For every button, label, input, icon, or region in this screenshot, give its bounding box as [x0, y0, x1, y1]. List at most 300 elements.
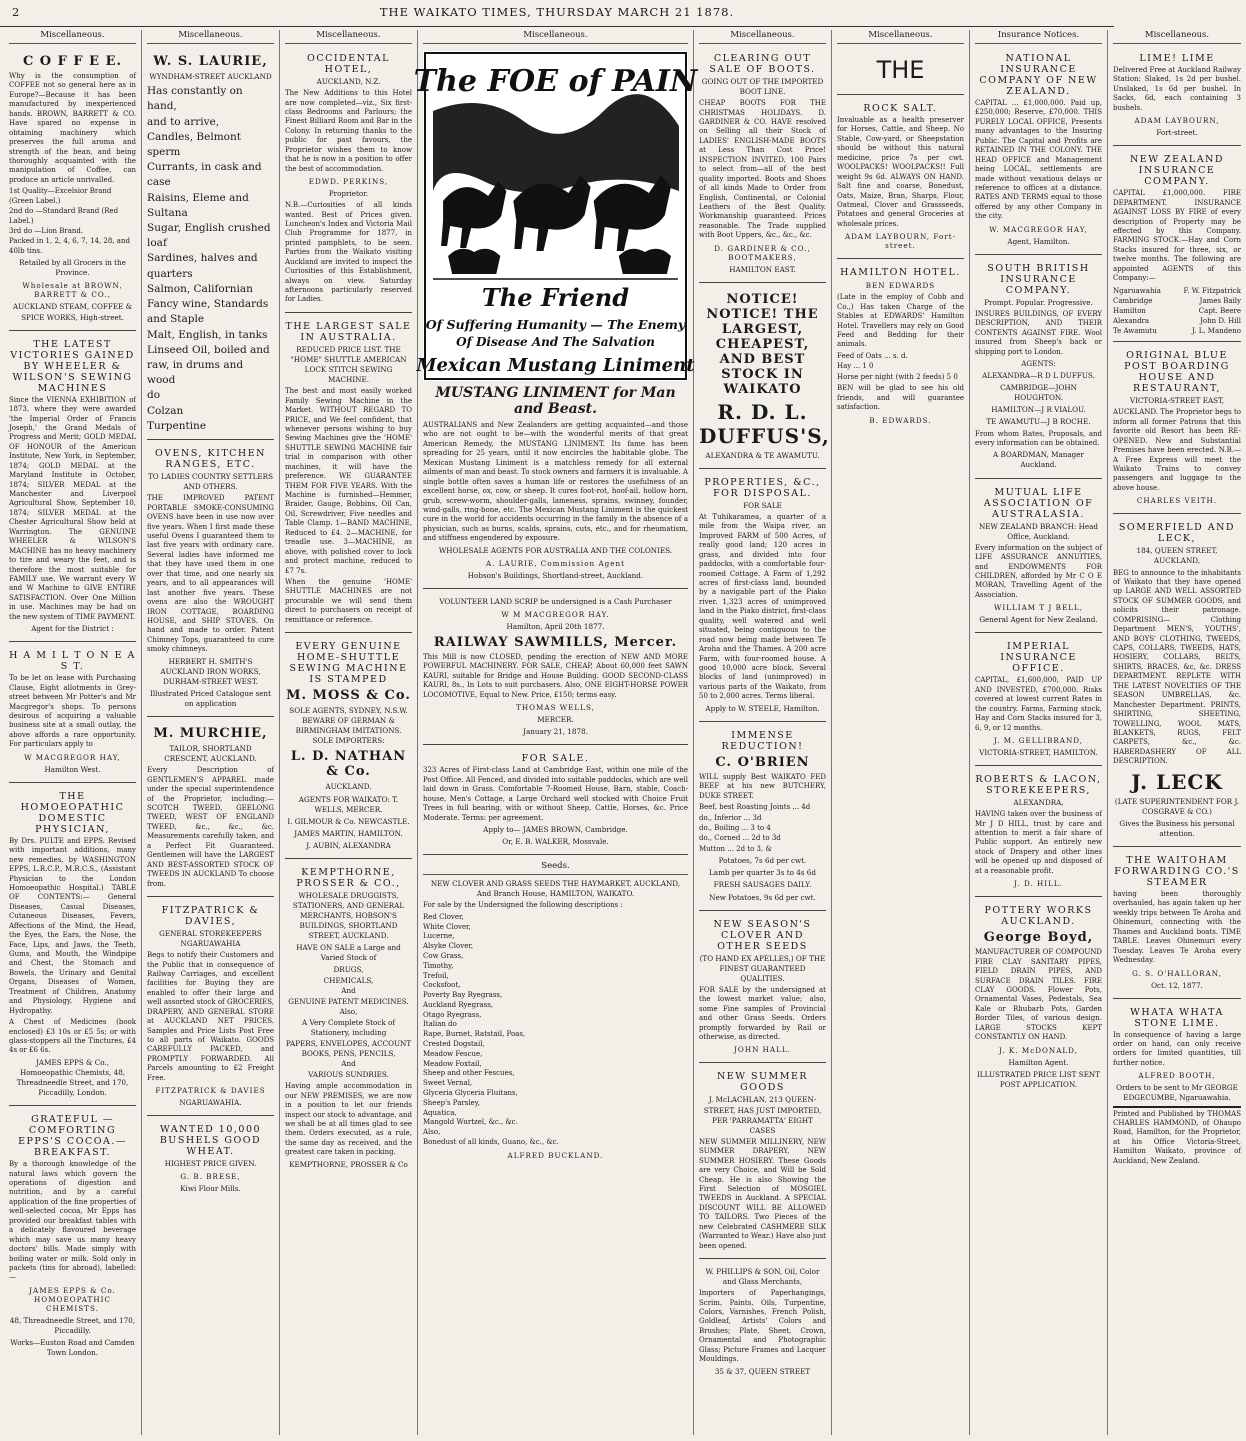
ad-title: LIME! LIME — [1139, 53, 1215, 64]
column-1 — [4, 30, 142, 1435]
stock-item: VARIOUS SUNDRIES. — [308, 1069, 389, 1079]
seed-item: Glyceria Glyceria Fluitans, — [423, 1089, 518, 1098]
murchie-ad — [147, 720, 274, 897]
ad-title: POTTERY WORKS AUCKLAND. — [984, 905, 1093, 928]
ad-title: PROPERTIES, &C., FOR DISPOSAL. — [704, 476, 821, 499]
seed-item: Lucerne, — [423, 932, 455, 941]
ad-line: Hobson's Buildings, Shortland-street, Auckland. — [467, 570, 644, 580]
ad-line: Fort-street. — [1156, 128, 1198, 138]
stock-item: KEMPTHORNE, PROSSER & Co — [289, 1159, 408, 1169]
ad-line: D. GARDINER & CO., BOOTMAKERS, — [714, 243, 811, 262]
seed-item: Red Clover, — [423, 912, 464, 921]
stock-item: DRUGS, — [333, 965, 364, 975]
ad-line: A BOARDMAN, Manager Auckland. — [993, 450, 1084, 470]
ad-title: FITZPATRICK & DAVIES, — [161, 904, 260, 927]
ad-title: WHATA WHATA STONE LIME. — [1130, 1006, 1224, 1029]
ad-line: Gives the Business his personal attention. — [1119, 818, 1235, 838]
agent-row — [1113, 306, 1241, 316]
ad-line: 1st Quality—Excelsior Brand (Green Label.) — [9, 187, 112, 205]
ad-body: Invaluable as a health preserver for Horses, Cattle, and Sheep. No Stable, Cow-yard, or Sheepstation should be without this natural medicine, price 7s per cwt. WOOLPACKS! WOOLPACKS!! Full weight 9s 6d. ALWAYS ON HAND. Salt fine and coarse, Bonedust, Oats, Maize, Bran, Sharps, Flour, Oatmeal, Clover and Grassseeds, Potatoes and general Groceries at wholesale prices. — [837, 116, 964, 228]
somerfield-leck-ad — [1113, 517, 1241, 847]
agent-row — [1113, 326, 1241, 336]
ad-line: G. B. BRESE, — [180, 1172, 241, 1182]
ad-body: THE IMPROVED PATENT PORTABLE SMOKE-CONSUMING OVENS have been in use now over five years. When I first made these useful Ovens I guaranteed them to last five years with ordinary care. Several ladies have informed me that they have used them in one over that time, and one nearly six years, and to all appearances will last another five years. These ovens are also the WROUGHT IRON COTTAGE, BOARDING HOUSE, and SHIP STOVES. On hand and made to order. Patent Chimney Tops, guaranteed to cure smoky chimneys. — [147, 494, 274, 654]
ad-body: Importers of Paperhangings, Scrim, Paints, Oils, Turpentine, Colors, Varnishes, French Polish, Goldleaf, Artists' Colors and Brushes; Plate, Sheet, Crown, Ornamental and Photographic Glass; Picture Frames and Lacquer Mouldings. — [699, 1289, 826, 1364]
ad-body: The New Additions to this Hotel are now completed—viz., Six first-class Bedrooms and Parlours; the Finest Billiard Room and Bar in the Colony. In returning thanks to the public for past favours, the Proprietor wishes them to know that he is now in a position to offer the best of accommodation. — [285, 89, 412, 173]
ad-line: J. AUBIN, ALEXANDRA — [306, 840, 391, 850]
ad-title: SOMERFIELD AND LECK, — [1118, 522, 1236, 545]
left-half — [423, 592, 688, 1171]
ad-line: Kiwi Flour Mills. — [180, 1184, 241, 1194]
agent-name: James Baily — [1199, 296, 1241, 305]
list-item: and to arrive, — [147, 115, 220, 128]
ad-body: CHEAP BOOTS FOR THE CHRISTMAS HOLIDAYS. D. GARDINER & CO. HAVE resolved on Selling all their Stock of LADIES' ENGLISH-MADE BOOTS at Less Than Cost Price! INSPECTION INVITED. 100 Pairs to select from—all of the best quality imported. Boots and Shoes of all kinds Made to Order from English, Continental, or Colonial Leathers of the Best Quality. Workmanship guaranteed. Prices reasonable. The Trade supplied with Boot Uppers, &c., &c., &c. — [699, 99, 826, 240]
seed-item: Sheep's Parsley, — [423, 1098, 480, 1107]
seed-item: Sweet Vernal, — [423, 1079, 473, 1088]
ad-line: TE AWAMUTU—J B ROCHE. — [986, 417, 1091, 427]
ad-title: THE — [876, 56, 925, 84]
ad-line: THOMAS WELLS, — [516, 703, 595, 713]
ad-body: Why is the consumption of COFFEE not so general here as in Europe?—Because it has been manufactured by inexperienced hands. BROWN, BARRETT & CO. Have spared no expense in obtaining machinery which preserves the full aroma and strength of the bean, and being thoroughly acquainted with the manipulation of Coffee, can produce an article unrivalled. — [9, 72, 136, 184]
ad-title: Seeds. — [423, 861, 688, 875]
lime-ad — [1113, 48, 1241, 146]
column-heading: Miscellaneous. — [423, 30, 688, 44]
ad-line: Hamilton, April 20th 1877. — [506, 621, 605, 631]
list-item: Sardines, halves and quarters — [147, 252, 258, 280]
ad-line: N.B.—Curiosities of all kinds wanted. Best of Prices given. Luncheon's Index and Victoria Mail Club Programme for 1877, in printed pamphlets, to be seen. Parties from the Waikato visiting Auckland are invited to inspect the Curiosities of this Establishment, always on view. Saturday afternoons particularly reserved for Ladies. — [285, 201, 412, 304]
ad-title: OCCIDENTAL HOTEL, — [307, 53, 390, 75]
divider — [1113, 1106, 1241, 1108]
whata-whata-lime-ad — [1113, 1002, 1241, 1174]
ad-subtitle: ALEXANDRA, — [1013, 798, 1064, 808]
list-item: Malt, English, in tanks — [147, 328, 268, 341]
ad-line: W M MACGREGOR HAY. — [501, 609, 610, 619]
price-line: Hay ... 1 0 — [837, 362, 874, 371]
ad-subtitle: C. O'BRIEN — [715, 754, 810, 770]
rock-salt-ad — [837, 98, 964, 259]
seed-item: Auckland Ryegrass, — [423, 1000, 494, 1009]
ad-line: JAMES EPPS & Co. HOMOEOPATHIC CHEMISTS. — [29, 1285, 116, 1313]
agent-name: J. L. Mandeno — [1191, 327, 1241, 336]
ad-body: 323 Acres of First-class Land at Cambridge East, within one mile of the Post Office. All Fenced, and divided into suitable paddocks, which are well laid down in Grass. Comfortable 7-Roomed House, Barn, stable, Coach-house, Men's Cottage, a Large Orchard well stocked with Choice Fruit Trees in full bearing, with or without Sheep, Cattle, Horses, &c. Price Moderate. Terms: per agreement. — [423, 766, 688, 822]
ad-line: WILLIAM T J BELL, — [993, 603, 1084, 613]
ad-title: EVERY GENUINE HOME-SHUTTLE SEWING MACHINE IS STAMPED — [289, 641, 408, 686]
ad-title: FOR SALE. — [521, 753, 590, 765]
ad-subtitle: GENERAL STOREKEEPERS NGARUAWAHIA — [159, 928, 262, 949]
ad-line: ALFRED BOOTH, — [1138, 1071, 1216, 1081]
mutual-life-ad — [975, 482, 1102, 634]
home-shuttle-ad — [285, 316, 412, 633]
ad-subtitle: J. McLACHLAN, 213 QUEEN-STREET, HAS JUST IMPORTED, PER 'PARRAMATTA' EIGHT CASES — [703, 1095, 822, 1135]
ad-title: NOTICE! NOTICE! THE LARGEST, CHEAPEST, AND BEST STOCK IN WAIKATO — [706, 291, 819, 397]
ad-line: 3rd do —Lion Brand. — [9, 227, 84, 235]
ad-body: AUCKLAND. The Proprietor begs to inform all former Patrons that this favorite old Resort has been RE-OPENED. New and Substantial Premises have been erected. N.B.—A Free Express will meet the Waikato Trains to convey passengers and luggage to the above house. — [1113, 408, 1241, 492]
ad-line: When the genuine 'HOME' SHUTTLE MACHINES are not procurable we will send them direct to purchasers on receipt of remittance or reference. — [285, 577, 412, 624]
price-line: New Potatoes, 9s 6d per cwt. — [709, 892, 816, 902]
ad-line: VICTORIA-STREET, HAMILTON. — [979, 748, 1098, 758]
ad-body: Every information on the subject of LIFE ASSURANCE ANNUITIES, and ENDOWMENTS FOR CHILDREN, afforded by Mr C O E MORAN, Travelling Agent of the Association. — [975, 543, 1102, 599]
wheeler-wilson-ad — [9, 334, 136, 643]
ad-title: OVENS, KITCHEN RANGES, ETC. — [155, 448, 266, 471]
ad-subtitle: HIGHEST PRICE GIVEN. — [164, 1159, 257, 1169]
imprint: Printed and Published by THOMAS CHARLES HAMMOND, of Ohaupo Road, Hamilton, for the Proprietor, at his Office Victoria-Street, Hamilton Waikato, province of Auckland, New Zealand. — [1113, 1109, 1241, 1165]
list-item: Sugar, English crushed loaf — [147, 222, 271, 250]
seed-item: White Clover, — [423, 922, 471, 931]
seed-item: Meadow Foxtail, — [423, 1059, 482, 1068]
column-8 — [1108, 30, 1246, 1435]
ad-body: At Tuhikaramea, a quarter of a mile from the Waipa river, an Improved FARM of 500 Acres, of really good land; 120 acres in grass, and divided into four paddocks, with a comfortable four-roomed Cottage. A Farm of 1,292 acres of first-class land, bounded by a navigable part of the Piako river. 1,323 acres of unimproved land in the Piako district, first-class quality, well watered and well situated, being contiguous to the road now being made between Te Aroha and the Thames. A 200 acre Farm, with four-roomed house. A good 10,000 acre block. Several blocks of land (unimproved) in various parts of the Waikato, from 50 to 2,000 acres. Terms liberal. — [699, 512, 826, 701]
agent-row — [1113, 316, 1241, 326]
ad-line: Orders to be sent to Mr GEORGE EDGECUMBE, Ngaruawahia. — [1116, 1083, 1238, 1103]
ad-subtitle: TAILOR, SHORTLAND CRESCENT, AUCKLAND. — [164, 744, 257, 764]
ad-title: NEW ZEALAND INSURANCE COMPANY. — [1129, 154, 1225, 188]
stock-item: And — [341, 1059, 356, 1069]
ad-line: HAMILTON EAST. — [729, 264, 796, 274]
ad-body: In consequence of having a large order on hand, can only receive orders for limited quantities, till further notice. — [1113, 1030, 1241, 1067]
list-item: Fancy wine, Standards and Staple — [147, 298, 269, 326]
ad-title: THE LATEST VICTORIES GAINED BY WHEELER & WILSON'S SEWING MACHINES — [10, 338, 135, 394]
ad-line: Wholesale at BROWN, BARRETT & CO., — [22, 281, 123, 300]
ad-line: B. EDWARDS. — [869, 415, 932, 425]
ad-line: MERCER. — [537, 715, 574, 725]
seed-item: Mangold Wurtzel, &c., &c. — [423, 1118, 518, 1127]
ad-line: Hamilton Agent. — [1008, 1057, 1069, 1067]
seed-item: Otago Ryegrass, — [423, 1010, 482, 1019]
phillips-son-ad — [699, 1262, 826, 1384]
ad-title: MUTUAL LIFE ASSOCIATION OF AUSTRALASIA. — [983, 486, 1094, 520]
hamilton-hotel-ad — [837, 262, 964, 432]
ad-line: Illustrated Priced Catalogue sent on application — [150, 688, 271, 709]
ad-title: W. PHILLIPS & SON, Oil, Color and Glass Merchants, — [705, 1267, 820, 1287]
column-5 — [694, 30, 832, 1435]
for-sale-land-ad — [423, 748, 688, 855]
ad-line: Oct. 12, 1877. — [1151, 980, 1203, 990]
agent-name: F. W. Fitzpatrick — [1183, 286, 1241, 295]
ad-subtitle: TO LADIES COUNTRY SETTLERS AND OTHERS. — [148, 472, 273, 492]
ad-body: CAPITAL, £1,600,000, PAID UP AND INVESTED, £700,000. Risks covered at lowest current Rates in the country. Farms, Farming stock, Hay and Corn Stacks insured for 3, 6, 9, or 12 months. — [975, 676, 1102, 732]
ad-line: (LATE SUPERINTENDENT FOR J. COSGRAVE & CO.) — [1114, 796, 1240, 816]
ad-title: H A M I L T O N E A S T. — [9, 650, 136, 673]
kempthorne-prosser-ad — [285, 862, 412, 1175]
agent-town: Ngaruawahia — [1113, 286, 1161, 295]
ad-body: FOR SALE by the undersigned at the lowest market value; also, some Fine samples of Provincial and other Grass Seeds. Orders promptly forwarded by Rail or otherwise, as directed. — [699, 985, 826, 1042]
price-line: Mutton ... 2d to 3, & — [699, 844, 772, 853]
list-item: Has constantly on hand, — [147, 85, 243, 113]
column-heading: Miscellaneous. — [837, 30, 964, 44]
ad-line: Or, E. B. WALKER, Mossvale. — [502, 837, 609, 847]
ad-title: ROBERTS & LACON, STOREKEEPERS, — [975, 774, 1102, 797]
ad-line: J. LECK — [1131, 769, 1223, 794]
stock-item: A Very Complete Stock of Stationery, including — [301, 1017, 396, 1038]
blue-post-ad — [1113, 345, 1241, 514]
ad-line: 2nd do —Standard Brand (Red Label.) — [9, 207, 119, 225]
list-item: Candles, Belmont sperm — [147, 130, 241, 158]
steamer-ad — [1113, 850, 1241, 999]
svg-text:The Friend: The Friend — [481, 283, 630, 312]
ad-body: HAVE ON SALE a Large and Varied Stock of — [296, 943, 401, 963]
column-6 — [832, 30, 970, 1435]
ad-title: IMPERIAL INSURANCE OFFICE. — [1000, 641, 1077, 675]
seed-item: Cocksfoot, — [423, 981, 461, 990]
column-heading: Miscellaneous. — [285, 30, 412, 44]
ad-line: AGENTS: — [1021, 359, 1056, 369]
ad-body: For sale by the Undersigned the following descriptions : — [423, 901, 623, 910]
properties-ad — [699, 472, 826, 722]
ad-subtitle: BEN EDWARDS — [865, 281, 936, 291]
agent-name: John D. Hill — [1200, 317, 1241, 326]
ad-subtitle: George Boyd, — [983, 930, 1094, 946]
agent-town: Cambridge — [1113, 296, 1153, 305]
ad-line: Apply to— JAMES BROWN, Cambridge. — [483, 824, 628, 834]
ad-line: HERBERT H. SMITH'S AUCKLAND IRON WORKS, DURHAM-STREET WEST. — [160, 656, 261, 686]
ad-title: IMMENSE REDUCTION! — [721, 729, 804, 752]
agent-name: Capt. Beere — [1198, 306, 1241, 315]
ad-body: By a thorough knowledge of the natural laws which govern the operations of digestion and nutrition, and by a careful application of the fine properties of well-selected cocoa, Mr Epps has provided our breakfast tables with a delicately flavoured beverage which may save us many heavy doctors' bills. Made simply with boiling water or milk. Sold only in packets (tins for abroad), labelled:— — [9, 1160, 136, 1282]
ad-body: INSURES BUILDINGS, OF EVERY DESCRIPTION, AND THEIR CONTENTS AGAINST FIRE. Wool insured from Sheep's back or shipping port to London. — [975, 309, 1102, 356]
pottery-works-ad — [975, 900, 1102, 1097]
south-british-ad — [975, 258, 1102, 479]
list-item: Currants, in cask and case — [147, 161, 262, 189]
ad-line: NGARUAWAHIA. — [179, 1098, 242, 1108]
ad-line: FITZPATRICK & DAVIES — [155, 1086, 266, 1096]
ad-line: BEN will be glad to see his old friends, and will guarantee satisfaction. — [837, 384, 964, 412]
stock-item: Having ample accommodation in our NEW PREMISES, we are now in a position to let our friends inspect our stock to advantage, and we shall be at all times glad to see them. Orders executed, as a rule, the same day as received, and the greatest care taken in packing. — [285, 1082, 412, 1157]
price-line: Potatoes, 7s 6d per cwt. — [718, 856, 807, 866]
ad-body: MANUFACTURER OF COMPOUND FIRE CLAY SANITARY PIPES, FIELD DRAIN PIPES, AND SURFACE DRAIN TILES. FIRE CLAY GOODS. Flower Pots, Ornamental Vases, Pedestals, Sea Kale or Rhubarb Pots, Garden Border Tiles, of various design. LARGE STOCKS KEPT CONSTANTLY ON HAND. — [975, 948, 1102, 1042]
column-heading: Miscellaneous. — [147, 30, 274, 44]
ad-title: THE LARGEST SALE IN AUSTRALIA. — [285, 320, 412, 343]
ad-subtitle: WHOLESALE DRUGGISTS, STATIONERS, AND GENERAL MERCHANTS, HOBSON'S BUILDINGS, SHORTLAND STREET, AUCKLAND. — [292, 890, 405, 941]
ad-line: A. LAURIE, Commission Agent — [485, 558, 626, 568]
seeds-ad — [423, 858, 688, 1168]
column-3 — [280, 30, 418, 1435]
epps-cocoa-ad — [9, 1109, 136, 1365]
svg-text:Of Suffering Humanity — The En: Of Suffering Humanity — The Enemy — [425, 317, 686, 332]
ad-body: Begs to notify their Customers and the Public that in consequence of Railway Carriages, and excellent facilities for Buying they are enabled to offer their large and well assorted stock of GROCERIES, DRAPERY, AND GENERAL STORE at AUCKLAND NET PRICES. Samples and Price Lists Post Free to all parts of Waikato. GOODS CAREFULLY PACKED, and PROMPTLY FORWARDED. All Parcels amounting to £2 Freight Free. — [147, 951, 274, 1082]
mustang-illustration — [413, 51, 698, 381]
sawmills-ad — [423, 592, 688, 746]
clover-seeds-ad — [699, 914, 826, 1064]
ad-title: THE HOMOEOPATHIC DOMESTIC PHYSICIAN, — [20, 790, 125, 835]
ad-body: Delivered Free at Auckland Railway Station: Slaked, 1s 2d per bushel. Unslaked, 1s 6d per bushel. In Sacks, 6d, each containing 3 bushels. — [1113, 66, 1242, 112]
seed-item: Cow Grass, — [423, 951, 464, 960]
ad-body: AUSTRALIANS and New Zealanders are getting acquainted—and those who are not ought to be—with the wonderful merits of that great American Remedy, the MUSTANG LINIMENT. Its fame has been spreading for 25 years, until it now encircles the habitable globe. The Mexican Mustang Liniment is a matchless remedy for all external ailments of man and beast. To stock owners and farmers it is invaluable. A single bottle often saves a human life or restores the usefulness of an excellent horse, ox, cow, or sheep. It cures foot-rot, hoof-ail, hollow horn, grub, screw-worm, shoulder-galls, lameness, sprains, swinney, founder, wind-galls, ring-bone, etc. The Mexican Mustang Liniment is the quickest cure in the world for accidents occurring in the family in the absence of a physician, such as burns, scalds, sprains, cuts, etc., and for rheumatism, and stiffness engendered by exposure. — [423, 421, 688, 543]
ad-line: JAMES MARTIN, HAMILTON. — [294, 828, 403, 838]
stock-item: PAPERS, ENVELOPES, ACCOUNT BOOKS, PENS, PENCILS, — [285, 1038, 412, 1058]
ad-subtitle: NEW CLOVER AND GRASS SEEDS THE HAYMARKET, AUCKLAND, And Branch House, HAMILTON, WAIKATO. — [430, 879, 681, 899]
ad-body: having been thoroughly overhauled, has again taken up her weekly trips between Te Aroha and Ohinemuri, connecting with the Thames and Auckland boats. TIME TABLE. Leaves Ohinemuri every Tuesday. Leaves Te Aroha every Wednesday. — [1113, 890, 1241, 965]
ad-line: Agent for the District : — [31, 624, 114, 634]
ad-title: ROCK SALT. — [863, 103, 938, 114]
ad-title: NEW SEASON'S CLOVER AND OTHER SEEDS — [713, 918, 812, 952]
ad-line: AGENTS FOR WAIKATO: T. WELLS, MERCER. — [298, 794, 399, 814]
fitzpatrick-davies-ad — [147, 900, 274, 1116]
price-line: Beef, best Roasting Joints ... 4d — [699, 803, 811, 812]
agent-row — [1113, 296, 1241, 306]
mustang-liniment-ad — [413, 48, 698, 589]
stock-item: CHEMICALS, — [323, 975, 374, 985]
ad-line: J. K. McDONALD, — [999, 1045, 1078, 1055]
ad-body: WILL supply Best WAIKATO FED BEEF at his new BUTCHERY, DUKE STREET. — [699, 772, 826, 800]
masthead-title: THE WAIKATO TIMES, THURSDAY MARCH 21 1878. — [379, 5, 735, 19]
seed-item: Meadow Fescue, — [423, 1049, 483, 1058]
column-heading: Insurance Notices. — [975, 30, 1102, 44]
hamilton-east-ad — [9, 645, 136, 783]
ad-body: SOLE AGENTS, SYDNEY, N.S.W. BEWARE OF GERMAN & BIRMINGHAM IMITATIONS. SOLE IMPORTERS: — [289, 706, 408, 746]
occidental-hotel-ad — [285, 48, 412, 313]
ad-body: By Drs. PULTE and EPPS. Revised with important additions, many new remedies, by WASHINGTON EPPS, L.R.C.P., M.R.C.S., (Assistant Physician to the London Homoeopathic Hospital.) TABLE OF CONTENTS:— General Diseases, Casual Diseases, Cutaneous Diseases, Fevers, Affections of the Mind, the Head, the Eyes, the Ears, the Nose, the Face, Lips, and Jaws, the Teeth, Gums, and Mouth, the Windpipe and Chest, the Stomach and Bowels, the Urinary and Genital Organs, Diseases of Women, Treatment of Children, Anatomy and Physiology, Hygiene and Hydropathy. — [9, 836, 136, 1015]
ad-title: CLEARING OUT SALE OF BOOTS. — [709, 53, 816, 75]
national-insurance-ad — [975, 48, 1102, 255]
ad-line: Apply to W. STEELE, Hamilton. — [705, 703, 820, 713]
ad-title: HAMILTON HOTEL. — [840, 267, 961, 279]
price-line: do., Boiling ... 3 to 4 — [699, 823, 771, 832]
seed-item: Timothy, — [423, 961, 454, 970]
agent-town: Te Awamutu — [1113, 327, 1157, 336]
ad-line: CAMBRIDGE—JOHN HOUGHTON. — [1000, 383, 1077, 403]
ad-subtitle: VOLUNTEER LAND SCRIP be undersigned is a Cash Purchaser — [439, 596, 672, 606]
seed-item: Poverty Bay Ryegrass, — [423, 991, 503, 1000]
summer-goods-ad — [699, 1066, 826, 1259]
seed-item: Rape, Burnet, Ratstail, Poas, — [423, 1030, 526, 1039]
ad-subtitle: Prompt. Popular. Progressive. — [984, 297, 1093, 307]
ad-body: Every Description of GENTLEMEN'S APPAREL made under the special superintendence of the Proprietor, including:— SCOTCH TWEED, GEELONG TWEED, WEST OF ENGLAND TWEED, &c., &c., &c. Measurements carefully taken, and a Perfect Fit Guaranteed. Gentlemen will have the LARGEST AND BEST-ASSORTED STOCK OF TWEEDS IN AUCKLAND To choose from. — [147, 766, 274, 888]
imperial-insurance-ad — [975, 636, 1102, 766]
seed-item: Italian do — [423, 1020, 457, 1029]
ad-title: WANTED 10,000 BUSHELS GOOD WHEAT. — [159, 1124, 262, 1158]
ad-line: ADAM LAYBOURN, — [1134, 116, 1220, 126]
ad-line: CHARLES VEITH. — [1136, 496, 1218, 506]
mustang-lower-split — [423, 592, 688, 1171]
roberts-lacon-ad — [975, 769, 1102, 897]
laurie-ad — [147, 48, 274, 440]
list-item: Salmon, Californian — [147, 282, 253, 295]
list-item: do — [147, 389, 161, 402]
nz-insurance-ad — [1113, 149, 1241, 342]
ad-line: Proprietor. — [328, 189, 369, 199]
ad-line: EDWD. PERKINS, — [308, 177, 389, 187]
column-4 — [413, 30, 698, 1435]
ad-title: RAILWAY SAWMILLS, Mercer. — [433, 635, 678, 650]
list-item: Raisins, Eleme and Sultana — [147, 191, 249, 219]
ad-subtitle: GOING OUT OF THE IMPORTED BOOT LINE. — [701, 77, 824, 97]
seed-item: Trefoil, — [423, 971, 449, 980]
ad-line: J. M. GELLIBRAND, — [993, 736, 1084, 746]
moss-nathan-ad — [285, 636, 412, 859]
ad-subtitle: REDUCED PRICE LIST. THE "HOME" SHUTTLE AMERICAN LOCK STITCH SEWING MACHINE. — [290, 344, 407, 385]
svg-text:Mexican Mustang Liniment: Mexican Mustang Liniment — [416, 355, 695, 376]
ad-title: M. MURCHIE, — [153, 726, 268, 742]
ad-line: 35 & 37, QUEEN STREET — [714, 1366, 811, 1376]
price-line: Lamb per quarter 3s to 4s 6d — [709, 868, 816, 878]
seed-item: Sheep and other Fescues, — [423, 1069, 515, 1078]
ad-title: NEW SUMMER GOODS — [716, 1071, 809, 1094]
ad-line: 48, Threadneedle Street, and 170, Piccadilly. — [9, 1315, 136, 1335]
price-line: Feed of Oats ... s. d. — [837, 351, 908, 360]
price-line: do., Inferior ... 3d — [699, 813, 762, 822]
price-line: do., Corned ... 2d to 3d — [699, 834, 781, 843]
coffee-ad — [9, 48, 136, 331]
ad-line: WHOLESALE AGENTS FOR AUSTRALIA AND THE COLONIES. — [438, 545, 673, 555]
list-item: Linseed Oil, boiled and raw, in drums and wood — [147, 343, 270, 387]
agent-town: Hamilton — [1113, 306, 1146, 315]
ad-line: J. D. HILL. — [1014, 879, 1063, 889]
ad-body: HAVING taken over the business of Mr J D HILL, trust by care and attention to merit a fair share of Public support. An entirely new stock of Drapery and other lines will be opened up and disposed of at a reasonable profit. — [975, 810, 1102, 875]
ad-title: THE WAITOHAM FORWARDING CO.'S STEAMER — [1114, 855, 1240, 889]
ad-line: HAMILTON—J R VIALOU. — [991, 405, 1086, 415]
ad-line: Retailed by all Grocers in the Province. — [19, 258, 126, 278]
agent-town: Alexandra — [1113, 317, 1150, 326]
ad-line: General Agent for New Zealand. — [979, 615, 1098, 625]
ad-body: (Late in the employ of Cobb and Co.,) Has taken Charge of the Stables at EDWARDS' Hamilton Hotel. Travellers may rely on Good Feed and Bedding for their animals. — [837, 293, 964, 349]
ad-subtitle: NEW ZEALAND BRANCH: Head Office, Auckland. — [979, 521, 1098, 541]
seed-item: Alsyke Clover, — [423, 942, 474, 951]
ad-line: Works—Euston Road and Camden Town London. — [10, 1338, 135, 1358]
ad-body: To be let on lease with Purchasing Clause, Eight allotments in Grey-street between Mr Potter's and Mr Macgregor's shops. To persons desirous of acquiring a valuable business site at a small outlay, the above affords a rare opportunity. For particulars apply to — [9, 674, 136, 749]
ad-title: KEMPTHORNE, PROSSER & CO., — [296, 866, 401, 889]
ad-subtitle: WYNDHAM-STREET AUCKLAND — [149, 72, 272, 81]
seed-item: ALFRED BUCKLAND. — [507, 1150, 604, 1160]
ad-line: A Chest of Medicines (book enclosed) £3 10s or £5 5s; or with glass-stoppers all the Tinctures, £4 4s or £6 6s. — [9, 1018, 136, 1055]
ad-line: I. GILMOUR & Co. NEWCASTLE. — [287, 816, 410, 826]
ad-line: AUCKLAND. — [325, 782, 372, 792]
ad-body: NEW SUMMER MILLINERY, NEW SUMMER DRAPERY, NEW SUMMER HOSIERY. These Goods are very Choice, and Will be Sold Cheap. He is also Showing the First Selection of MOSGIEL TWEEDS in Auckland. A SPECIAL DISCOUNT WILL BE ALLOWED TO TAILORS. Two Pieces of the new Celebrated CASHMERE SILK (Warranted to Wear.) Have also just been opened. — [699, 1137, 826, 1250]
ad-subtitle: VICTORIA-STREET EAST, — [1129, 396, 1225, 406]
svg-text:The FOE of PAIN: The FOE of PAIN — [413, 64, 698, 99]
column-heading: Miscellaneous. — [1113, 30, 1241, 44]
seed-item: Aquatica, — [423, 1108, 457, 1117]
ad-title: NATIONAL INSURANCE COMPANY OF NEW ZEALAND. — [979, 53, 1098, 97]
ad-line: JAMES EPPS & Co., Homoeopathic Chemists, 48, Threadneedle Street, and 170, Piccadilly, London. — [16, 1057, 129, 1098]
ad-body: CAPITAL £1,000,000. FIRE DEPARTMENT. INSURANCE AGAINST LOSS BY FIRE of every description of Property may be effected by this Company. FARMING STOCK.—Hay and Corn Stacks insured for three, six, or twelve months. The following are appointed AGENTS of this Company:— — [1113, 189, 1241, 283]
seed-item: Crested Dogstail, — [423, 1040, 485, 1049]
seed-item: Bonedust of all kinds, Guano, &c., &c. — [423, 1138, 559, 1147]
ad-line: W MACGREGOR HAY, — [24, 752, 121, 762]
ad-line: ALEXANDRA—R D L DUFFUS. — [982, 371, 1095, 381]
ad-title: SOUTH BRITISH INSURANCE COMPANY. — [987, 262, 1090, 296]
ad-line: L. D. NATHAN & Co. — [290, 749, 407, 780]
ad-line: ILLUSTRATED PRICE LIST SENT POST APPLICATION. — [976, 1069, 1101, 1089]
obrien-butchery-ad — [699, 725, 826, 911]
ad-line: ADAM LAYBOURN, Fort-street. — [844, 232, 957, 251]
notice-big-ad — [837, 48, 964, 95]
ad-line: G. S. O'HALLORAN, — [1132, 968, 1222, 978]
ad-title: ORIGINAL BLUE POST BOARDING HOUSE AND RESTAURANT, — [1124, 350, 1230, 395]
ad-line: From whom Rates, Proposals, and every information can be obtained. — [975, 429, 1102, 447]
homoeopathic-physician-ad — [9, 786, 136, 1106]
price-line: FRESH SAUSAGES DAILY. — [713, 880, 812, 890]
ad-subtitle: R. D. L. DUFFUS'S, — [699, 399, 830, 448]
ad-body: This Mill is now CLOSED, pending the erection of NEW AND MORE POWERFUL MACHINERY. FOR SALE, CHEAP, About 60,000 feet SAWN KAURI, suitable for Bridge and House Building. GOOD SECOND-CLASS KAURI, 8s., In Lots to suit purchasers. Also, ONE EIGHT-HORSE POWER LOCOMOTIVE, Equal to New. Price, £150; terms easy. — [423, 653, 688, 699]
ad-body: The best and most easily worked Family Sewing Machine in the Market. WITHOUT REGARD TO PRICE, and We feel confident, that whenever persons wishing to buy Sewing Machines give the 'HOME' SHUTTLE SEWING MACHINE fair trial in comparison with other machines, it will have the preference. WE GUARANTEE THEM FOR FIVE YEARS. With the Machine is furnished—Hemmer, Braider, Gauge, Bobbins, Oil Can, Oil, Screwdriver, Five needles and Table Clamp. 1—BAND MACHINE, Reduced to £4. 2—MACHINE, for treadle use. 3—MACHINE, as above, with polished cover to lock and protect machine, reduced to £7 7s. — [285, 387, 412, 575]
ad-line: JOHN HALL. — [734, 1045, 791, 1055]
column-heading: Miscellaneous. — [9, 30, 136, 44]
stock-item: GENUINE PATENT MEDICINES. — [288, 996, 409, 1006]
ad-line: Hamilton West. — [44, 764, 101, 774]
stock-item: And — [341, 986, 356, 996]
ad-line: Agent, Hamilton. — [1007, 236, 1070, 246]
list-item: Turpentine — [147, 419, 207, 432]
wheat-wanted-ad — [147, 1119, 274, 1201]
ovens-ad — [147, 443, 274, 717]
stock-item: Also, — [339, 1007, 358, 1017]
page-number: 2 — [12, 5, 21, 19]
boots-sale-ad — [699, 48, 826, 283]
newspaper-columns — [4, 30, 1242, 1435]
list-item: Colzan — [147, 404, 184, 417]
ad-body: Since the VIENNA EXHIBITION of 1873, where they were awarded 'the Imperial Order of Francis Joseph,' the Grand Medals of Progress and Merit; GOLD MEDAL OF HONOUR of the American Institute, New York, in September, 1874; GOLD MEDAL at the Maryland Institute in October, 1874; SILVER MEDAL at the Manchester and Liverpool Agricultural Show, September 10, 1874; SILVER MEDAL at the Chester Agricultural Show held at Warrington. The GENUINE WHEELER & WILSON'S MACHINE has no heavy machinery to tire and weary the feet, and is therefore the most suitable for FAMILY use. We warrant every W and W Machine to GIVE ENTIRE SATISFACTION. Over One Million in use. Machines may be had on the new system of TIME PAYMENT. — [9, 395, 136, 621]
ad-subtitle: 184, QUEEN STREET, AUCKLAND, — [1136, 546, 1218, 566]
